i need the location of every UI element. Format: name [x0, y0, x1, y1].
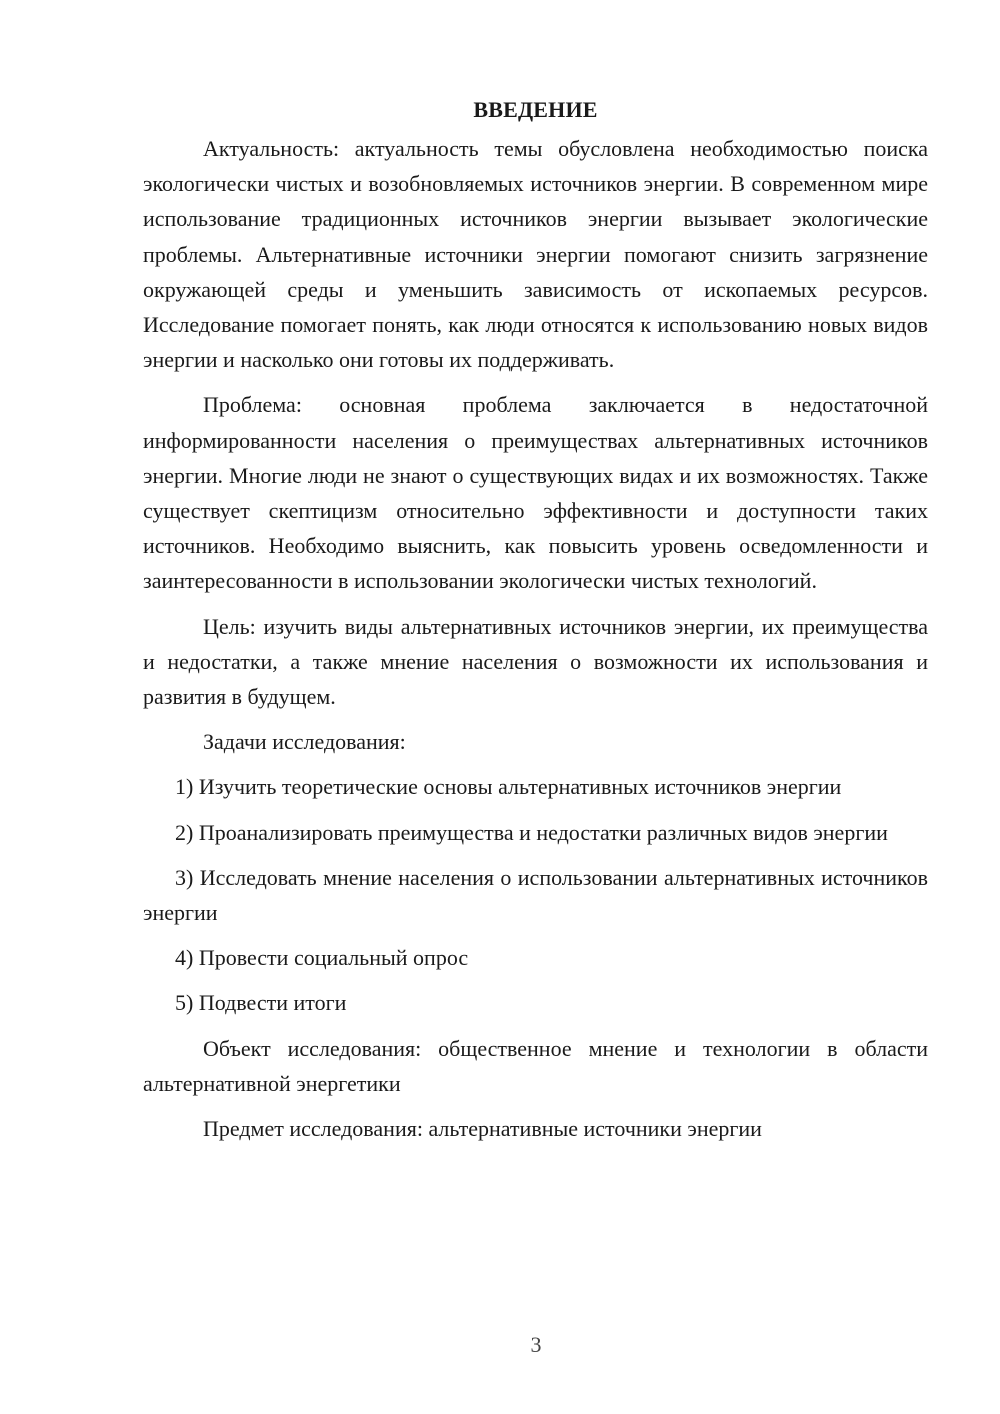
paragraph-goal: Цель: изучить виды альтернативных источников энергии, их преимущества и недостатки, а также мнение населения о возможности их использования и развития в будущем.: [143, 613, 928, 710]
task-item-2: 2) Проанализировать преимущества и недостатки различных видов энергии: [175, 819, 888, 845]
page-title: ВВЕДЕНИЕ: [473, 97, 598, 122]
page-number: 3: [530, 1332, 542, 1357]
paragraph-subject: Предмет исследования: альтернативные источники энергии: [203, 1116, 762, 1142]
task-item-1: 1) Изучить теоретические основы альтернативных источников энергии: [175, 774, 842, 800]
task-item-3: 3) Исследовать мнение населения о использовании альтернативных источников энергии: [143, 864, 928, 926]
paragraph-object: Объект исследования: общественное мнение и технологии в области альтернативной энергетики: [143, 1035, 928, 1096]
tasks-heading: Задачи исследования:: [203, 729, 406, 755]
paragraph-relevance: Актуальность: актуальность темы обусловлена необходимостью поиска экологически чистых и возобновляемых источников энергии. В современном мире использование традиционных источников энергии вызывает экологические проблемы. Альтернативные источники энергии помогают снизить загрязнение окружающей среды и уменьшить зависимость от ископаемых ресурсов. Исследование помогает понять, как люди относятся к использованию новых видов энергии и насколько они готовы их поддерживать.: [143, 136, 928, 373]
paragraph-problem: Проблема: основная проблема заключается в недостаточной информированности населения о преимуществах альтернативных источников энергии. Многие люди не знают о существующих видах и их возможностях. Также существует скептицизм относительно эффективности и доступности таких источников. Необходимо выяснить, как повысить уровень осведомленности и заинтересованности в использовании экологически чистых технологий.: [143, 392, 928, 594]
document-page: [143, 92, 928, 1156]
task-item-5: 5) Подвести итоги: [175, 990, 347, 1016]
task-item-4: 4) Провести социальный опрос: [175, 945, 469, 971]
